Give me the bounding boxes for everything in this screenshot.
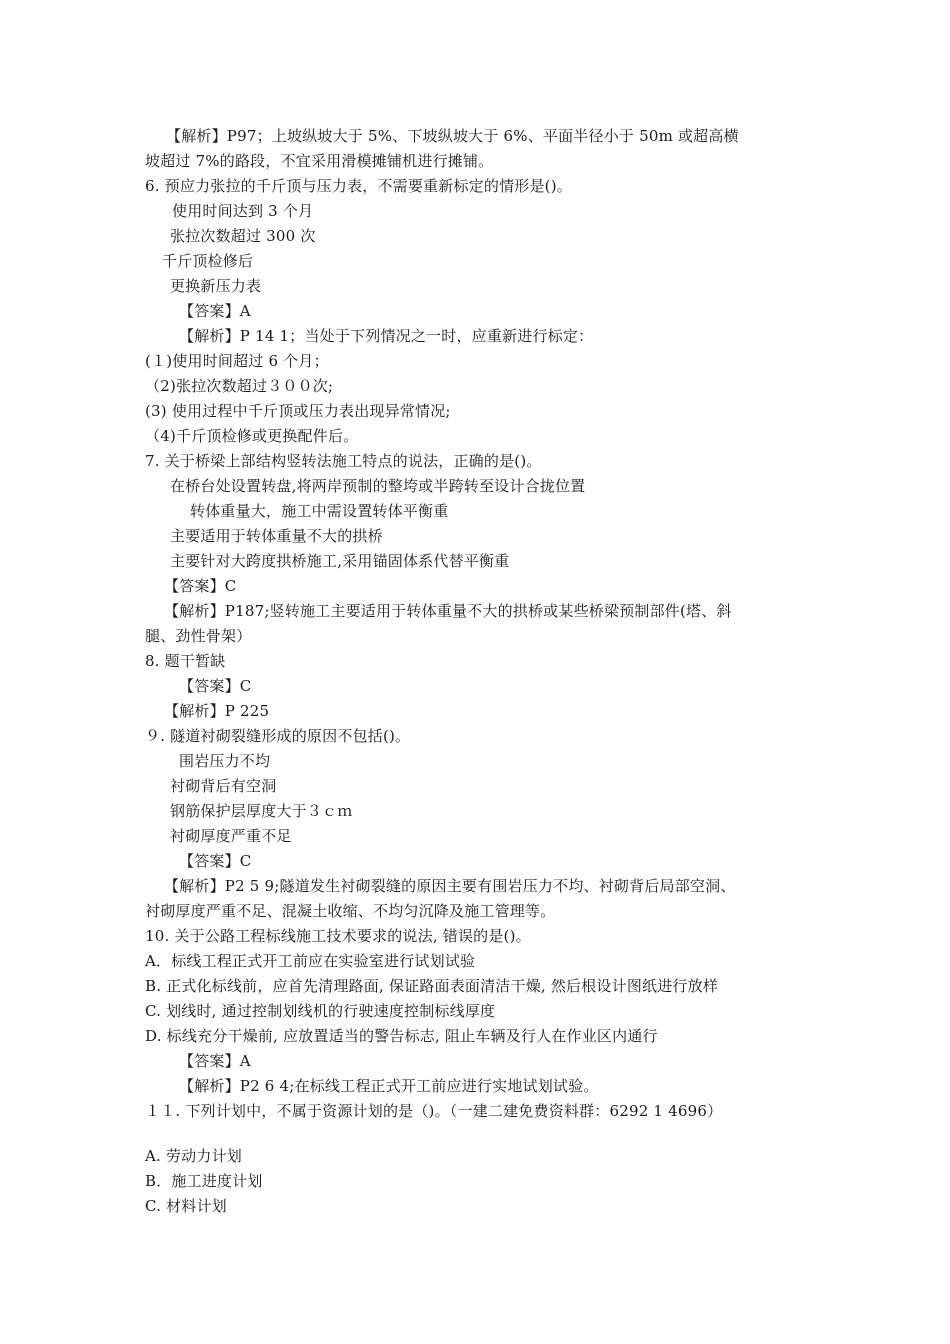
option-line: 更换新压力表 bbox=[170, 277, 262, 295]
option-line: B．施工进度计划 bbox=[145, 1172, 263, 1190]
question-11: １１. 下列计划中，不属于资源计划的是（)。（一建二建免费资料群：6292 1 4696） bbox=[145, 1102, 723, 1120]
question-10: 10. 关于公路工程标线施工技术要求的说法, 错误的是()。 bbox=[145, 927, 531, 945]
analysis-line: 【解析】P187;竖转施工主要适用于转体重量不大的拱桥或某些桥梁预制部件(塔、斜 bbox=[164, 602, 732, 620]
question-6: 6. 预应力张拉的千斤顶与压力表，不需要重新标定的情形是()。 bbox=[145, 177, 572, 195]
option-line: 钢筋保护层厚度大于３ｃｍ bbox=[170, 802, 353, 820]
option-line: 衬砌背后有空洞 bbox=[170, 777, 277, 795]
question-9: ９. 隧道衬砌裂缝形成的原因不包括()。 bbox=[145, 727, 411, 745]
option-line: 在桥台处设置转盘,将两岸预制的整垮或半跨转至设计合拢位置 bbox=[170, 477, 586, 495]
answer-line: 【答案】C bbox=[179, 852, 252, 870]
option-line: 主要适用于转体重量不大的拱桥 bbox=[170, 527, 383, 545]
option-line: 围岩压力不均 bbox=[179, 752, 271, 770]
option-line: B. 正式化标线前，应首先清理路面, 保证路面表面清洁干燥, 然后根设计图纸进行放样 bbox=[145, 977, 719, 995]
question-8: 8. 题干暂缺 bbox=[145, 652, 226, 670]
analysis-line: 【解析】P2 5 9;隧道发生衬砌裂缝的原因主要有围岩压力不均、衬砌背后局部空洞、 bbox=[164, 877, 736, 895]
option-line: A. 劳动力计划 bbox=[145, 1147, 242, 1165]
text-line: 坡超过 7%的路段，不宜采用滑模摊铺机进行摊铺。 bbox=[145, 152, 494, 170]
analysis-line: 【解析】P2 6 4;在标线工程正式开工前应进行实地试划试验。 bbox=[179, 1077, 599, 1095]
answer-line: 【答案】C bbox=[179, 677, 252, 695]
text-line: 腿、劲性骨架） bbox=[145, 627, 252, 645]
option-line: D. 标线充分干燥前, 应放置适当的警告标志, 阻止车辆及行人在作业区内通行 bbox=[145, 1027, 658, 1045]
text-line: (１)使用时间超过 6 个月； bbox=[145, 352, 329, 370]
option-line: A．标线工程正式开工前应在实验室进行试划试验 bbox=[145, 952, 476, 970]
text-line: 衬砌厚度严重不足、混凝土收缩、不均匀沉降及施工管理等。 bbox=[145, 902, 556, 920]
option-line: 使用时间达到 3 个月 bbox=[172, 202, 314, 220]
text-line: （2)张拉次数超过３００次; bbox=[145, 377, 334, 395]
option-line: 张拉次数超过 300 次 bbox=[170, 227, 316, 245]
text-line: 【解析】P97；上坡纵坡大于 5%、下坡纵坡大于 6%、平面半径小于 50m 或超高横 bbox=[166, 127, 739, 145]
option-line: 转体重量大，施工中需设置转体平衡重 bbox=[190, 502, 449, 520]
text-line: (3) 使用过程中千斤顶或压力表出现异常情况; bbox=[145, 402, 451, 420]
option-line: 千斤顶检修后 bbox=[162, 252, 254, 270]
answer-line: 【答案】A bbox=[179, 1052, 251, 1070]
analysis-line: 【解析】P 14 1；当处于下列情况之一时，应重新进行标定： bbox=[179, 327, 594, 345]
option-line: 主要针对大跨度拱桥施工,采用锚固体系代替平衡重 bbox=[170, 552, 510, 570]
answer-line: 【答案】C bbox=[164, 577, 237, 595]
option-line: C. 材料计划 bbox=[145, 1197, 227, 1215]
option-line: 衬砌厚度严重不足 bbox=[170, 827, 292, 845]
analysis-line: 【解析】P 225 bbox=[164, 702, 270, 720]
option-line: C. 划线时, 通过控制划线机的行驶速度控制标线厚度 bbox=[145, 1002, 496, 1020]
question-7: 7. 关于桥梁上部结构竖转法施工特点的说法，正确的是()。 bbox=[145, 452, 542, 470]
answer-line: 【答案】A bbox=[179, 302, 251, 320]
text-line: （4)千斤顶检修或更换配件后。 bbox=[145, 427, 359, 445]
